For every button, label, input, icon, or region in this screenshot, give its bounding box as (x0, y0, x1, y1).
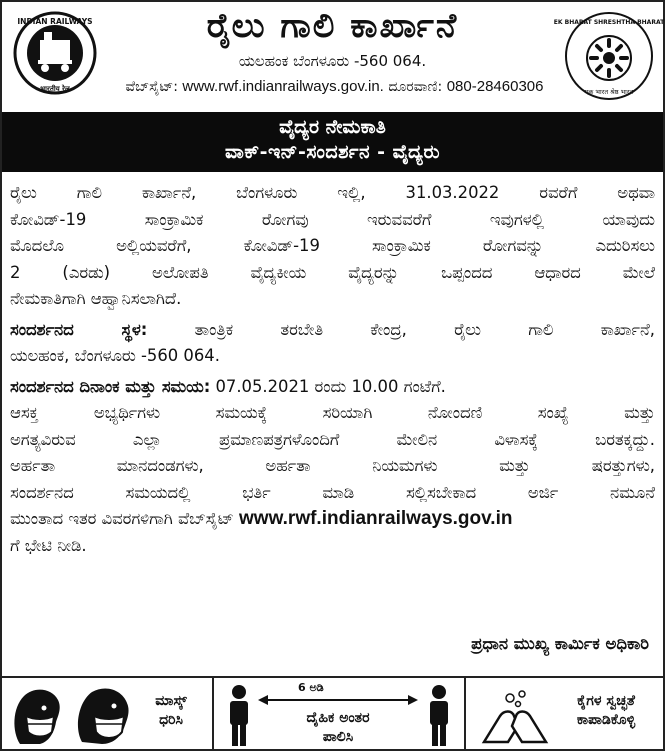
covid-guidelines-footer (2, 676, 663, 749)
venue-line-1 (10, 317, 655, 344)
notice-subtitle: ವಾಕ್-ಇನ್-ಸಂದರ್ಶನ - ವೈದ್ಯರು (224, 141, 441, 163)
ek-bharat-logo-icon (553, 10, 665, 102)
para3-website-link[interactable]: www.rwf.indianrailways.gov.in (239, 508, 513, 529)
para1-line-4: 2 (ಎರಡು) ಅಲೋಪತಿ ವೈದ್ಯಕೀಯ ವೈದ್ಯರನ್ನು ಒಪ್ಪಂದದ ಆಧಾರದ ಮೇಲೆ (10, 262, 655, 282)
para3-line-3: ಅರ್ಹತಾ ಮಾನದಂಡಗಳು, ಅರ್ಹತಾ ನಿಯಮಗಳು ಮತ್ತು ಷರತ್ತುಗಳು, (10, 456, 655, 475)
mask-label-line-2: ಧರಿಸಿ (159, 712, 183, 728)
para3-line-1: ಆಸಕ್ತ ಅಭ್ಯರ್ಥಿಗಳು ಸಮಯಕ್ಕೆ ಸರಿಯಾಗಿ ನೋಂದಣಿ ಸಂಖ್ಯೆ ಮತ್ತು (10, 403, 655, 422)
para3-line-2: ಅಗತ್ಯವಿರುವ ಎಲ್ಲಾ ಪ್ರಮಾಣಪತ್ರಗಳೊಂದಿಗೆ ಮೇಲಿನ ವಿಳಾಸಕ್ಕೆ ಬರತಕ್ಕದ್ದು. (10, 429, 655, 449)
phone-number: 080-28460306 (446, 78, 544, 95)
distance-label (268, 709, 408, 747)
para1-line-1: ರೈಲು ಗಾಲಿ ಕಾರ್ಖಾನೆ, ಬೆಂಗಳೂರು ಇಲ್ಲಿ, 31.03.2022 ರವರೆಗೆ ಅಥವಾ (10, 183, 655, 202)
title-band (2, 112, 663, 172)
para3-line-6: ಗೆ ಭೇಟಿ ನೀಡಿ. (10, 535, 87, 555)
indian-railways-logo-icon (12, 10, 98, 96)
para1-line-2: ಕೋವಿಡ್-19 ಸಾಂಕ್ರಾಮಿಕ ರೋಗವು ಇರುವವರೆಗೆ ಇವುಗಳಲ್ಲಿ ಯಾವುದು (10, 209, 655, 229)
person-icon (224, 684, 254, 748)
date-value: 07.05.2021 ರಂದು 10.00 ಗಂಟೆಗೆ. (215, 376, 446, 396)
notice-title: ವೈದ್ಯರ ನೇಮಕಾತಿ (279, 116, 386, 138)
logo-left-text: INDIAN RAILWAYS (17, 17, 93, 26)
venue-label: ಸಂದರ್ಶನದ ಸ್ಥಳ: (10, 319, 148, 339)
para3-line-4: ಸಂದರ್ಶನದ ಸಮಯದಲ್ಲಿ ಭರ್ತಿ ಮಾಡಿ ಸಲ್ಲಿಸಬೇಕಾದ ಅರ್ಜಿ ನಮೂನೆ (10, 482, 655, 502)
masked-face-icon (6, 682, 68, 748)
website-label: ವೆಬ್‌ಸೈಟ್: (125, 79, 178, 95)
logo-right-hindi: एक भारत श्रेष्ठ भारत (584, 88, 634, 96)
website-link[interactable]: www.rwf.indianrailways.gov.in. (182, 78, 384, 95)
date-line (10, 374, 655, 401)
logo-left-hindi: भारतीय रेल (40, 85, 70, 93)
distance-value: 6 ಅಡಿ (298, 681, 324, 694)
hands-label-line-1: ಕೈಗಳ ಸ್ವಚ್ಛತೆ (577, 693, 635, 709)
phone-label: ದೂರವಾಣಿ: (388, 79, 443, 95)
hands-label (552, 692, 660, 730)
distance-label-line-1: ದೈಹಿಕ ಅಂತರ (306, 710, 370, 726)
venue-line-2: ಯಲಹಂಕ, ಬೆಂಗಳೂರು -560 064. (10, 346, 220, 365)
mask-label (138, 692, 204, 730)
org-address: ಯಲಹಂಕ ಬೆಂಗಳೂರು -560 064. (238, 52, 427, 70)
hands-label-line-2: ಕಾಪಾಡಿಕೊಳ್ಳಿ (576, 712, 636, 728)
footer-divider-1 (212, 678, 214, 751)
distance-label-line-2: ಪಾಲಿಸಿ (322, 729, 354, 745)
hand-washing-icon (478, 686, 552, 746)
footer-divider-2 (464, 678, 466, 751)
date-label: ಸಂದರ್ಶನದ ದಿನಾಂಕ ಮತ್ತು ಸಮಯ: (10, 376, 211, 396)
mask-label-line-1: ಮಾಸ್ಕ್ (155, 693, 187, 709)
org-title: ರೈಲು ಗಾಲಿ ಕಾರ್ಖಾನೆ (206, 6, 459, 46)
signature: ಪ್ರಧಾನ ಮುಖ್ಯ ಕಾರ್ಮಿಕ ಅಧಿಕಾರಿ (471, 634, 649, 653)
person-icon (424, 684, 454, 748)
header (2, 2, 663, 110)
para3-prefix: ಮುಂತಾದ ಇತರ ವಿವರಗಳಿಗಾಗಿ ವೆಬ್‌ಸೈಟ್ (10, 509, 234, 528)
org-contact (102, 78, 567, 95)
notice-body (10, 180, 655, 559)
para3-line-5 (10, 506, 655, 533)
para1-line-5: ನೇಮಕಾತಿಗಾಗಿ ಆಹ್ವಾನಿಸಲಾಗಿದೆ. (10, 289, 182, 308)
double-arrow-icon (258, 694, 418, 706)
masked-face-icon (72, 682, 136, 748)
para1-line-3: ಮೊದಲೊ ಅಲ್ಲಿಯವರೆಗೆ, ಕೋವಿಡ್-19 ಸಾಂಕ್ರಾಮಿಕ ರೋಗವನ್ನು ಎದುರಿಸಲು (10, 236, 655, 255)
logo-right-text: EK BHARAT SHRESHTHA BHARAT (553, 19, 665, 26)
venue-text: ತಾಂತ್ರಿಕ ತರಬೇತಿ ಕೇಂದ್ರ, ರೈಲು ಗಾಲಿ ಕಾರ್ಖಾನೆ, (194, 319, 655, 339)
